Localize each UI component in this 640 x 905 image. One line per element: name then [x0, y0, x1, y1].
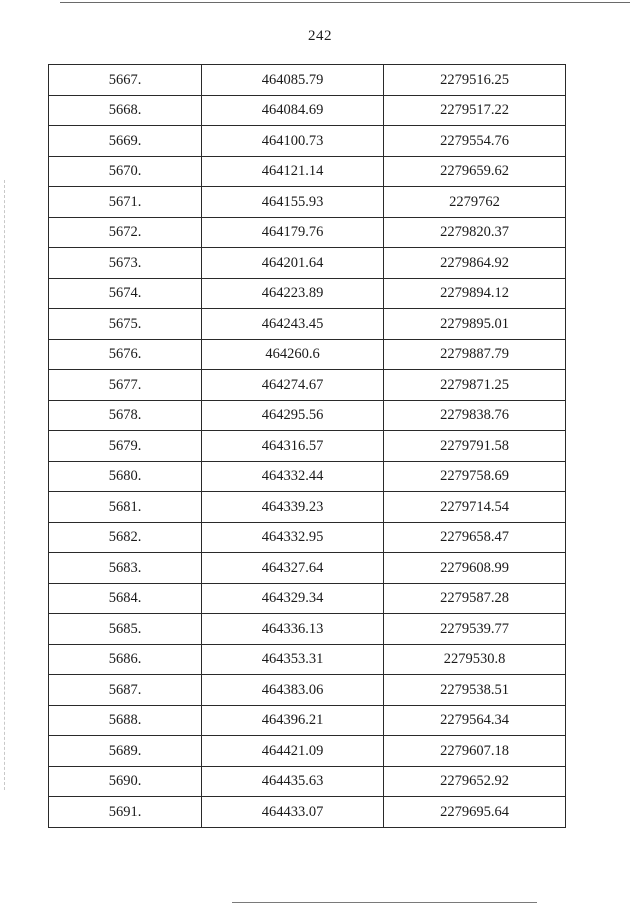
coordinates-table — [48, 64, 566, 828]
x-coordinate-cell: 464383.06 — [202, 675, 384, 706]
x-coordinate-cell: 464179.76 — [202, 217, 384, 248]
y-coordinate-cell: 2279791.58 — [384, 431, 566, 462]
point-number-cell: 5678. — [49, 400, 202, 431]
table-row — [49, 431, 566, 462]
x-coordinate-cell: 464329.34 — [202, 583, 384, 614]
y-coordinate-cell: 2279887.79 — [384, 339, 566, 370]
table-row — [49, 461, 566, 492]
table-row — [49, 187, 566, 218]
table-row — [49, 736, 566, 767]
table-row — [49, 583, 566, 614]
x-coordinate-cell: 464084.69 — [202, 95, 384, 126]
y-coordinate-cell: 2279608.99 — [384, 553, 566, 584]
y-coordinate-cell: 2279758.69 — [384, 461, 566, 492]
x-coordinate-cell: 464223.89 — [202, 278, 384, 309]
table-row — [49, 278, 566, 309]
point-number-cell: 5684. — [49, 583, 202, 614]
y-coordinate-cell: 2279864.92 — [384, 248, 566, 279]
point-number-cell: 5680. — [49, 461, 202, 492]
x-coordinate-cell: 464316.57 — [202, 431, 384, 462]
table-row — [49, 370, 566, 401]
x-coordinate-cell: 464155.93 — [202, 187, 384, 218]
table-row — [49, 217, 566, 248]
bottom-rule — [232, 902, 537, 903]
point-number-cell: 5686. — [49, 644, 202, 675]
page-number: 242 — [308, 28, 332, 44]
x-coordinate-cell: 464353.31 — [202, 644, 384, 675]
x-coordinate-cell: 464085.79 — [202, 65, 384, 96]
point-number-cell: 5682. — [49, 522, 202, 553]
y-coordinate-cell: 2279554.76 — [384, 126, 566, 157]
point-number-cell: 5674. — [49, 278, 202, 309]
y-coordinate-cell: 2279871.25 — [384, 370, 566, 401]
table-row — [49, 339, 566, 370]
point-number-cell: 5689. — [49, 736, 202, 767]
point-number-cell: 5667. — [49, 65, 202, 96]
table-row — [49, 95, 566, 126]
y-coordinate-cell: 2279530.8 — [384, 644, 566, 675]
y-coordinate-cell: 2279607.18 — [384, 736, 566, 767]
x-coordinate-cell: 464201.64 — [202, 248, 384, 279]
table-row — [49, 126, 566, 157]
point-number-cell: 5679. — [49, 431, 202, 462]
point-number-cell: 5671. — [49, 187, 202, 218]
y-coordinate-cell: 2279564.34 — [384, 705, 566, 736]
y-coordinate-cell: 2279695.64 — [384, 797, 566, 828]
table-row — [49, 766, 566, 797]
x-coordinate-cell: 464332.95 — [202, 522, 384, 553]
x-coordinate-cell: 464121.14 — [202, 156, 384, 187]
table-row — [49, 644, 566, 675]
y-coordinate-cell: 2279652.92 — [384, 766, 566, 797]
y-coordinate-cell: 2279659.62 — [384, 156, 566, 187]
x-coordinate-cell: 464260.6 — [202, 339, 384, 370]
y-coordinate-cell: 2279895.01 — [384, 309, 566, 340]
y-coordinate-cell: 2279894.12 — [384, 278, 566, 309]
table-row — [49, 705, 566, 736]
x-coordinate-cell: 464339.23 — [202, 492, 384, 523]
top-rule — [60, 2, 630, 3]
x-coordinate-cell: 464100.73 — [202, 126, 384, 157]
x-coordinate-cell: 464435.63 — [202, 766, 384, 797]
table-row — [49, 400, 566, 431]
y-coordinate-cell: 2279762 — [384, 187, 566, 218]
table-row — [49, 156, 566, 187]
y-coordinate-cell: 2279838.76 — [384, 400, 566, 431]
y-coordinate-cell: 2279587.28 — [384, 583, 566, 614]
y-coordinate-cell: 2279539.77 — [384, 614, 566, 645]
point-number-cell: 5691. — [49, 797, 202, 828]
point-number-cell: 5690. — [49, 766, 202, 797]
coordinates-table-body — [49, 65, 566, 828]
x-coordinate-cell: 464433.07 — [202, 797, 384, 828]
point-number-cell: 5681. — [49, 492, 202, 523]
y-coordinate-cell: 2279517.22 — [384, 95, 566, 126]
x-coordinate-cell: 464336.13 — [202, 614, 384, 645]
x-coordinate-cell: 464421.09 — [202, 736, 384, 767]
y-coordinate-cell: 2279516.25 — [384, 65, 566, 96]
y-coordinate-cell: 2279658.47 — [384, 522, 566, 553]
point-number-cell: 5672. — [49, 217, 202, 248]
point-number-cell: 5688. — [49, 705, 202, 736]
point-number-cell: 5675. — [49, 309, 202, 340]
point-number-cell: 5677. — [49, 370, 202, 401]
x-coordinate-cell: 464243.45 — [202, 309, 384, 340]
point-number-cell: 5670. — [49, 156, 202, 187]
point-number-cell: 5685. — [49, 614, 202, 645]
y-coordinate-cell: 2279538.51 — [384, 675, 566, 706]
table-row — [49, 797, 566, 828]
point-number-cell: 5676. — [49, 339, 202, 370]
scan-edge — [4, 180, 6, 790]
point-number-cell: 5673. — [49, 248, 202, 279]
x-coordinate-cell: 464295.56 — [202, 400, 384, 431]
point-number-cell: 5668. — [49, 95, 202, 126]
table-row — [49, 675, 566, 706]
point-number-cell: 5683. — [49, 553, 202, 584]
table-row — [49, 492, 566, 523]
table-row — [49, 65, 566, 96]
x-coordinate-cell: 464327.64 — [202, 553, 384, 584]
table-row — [49, 553, 566, 584]
point-number-cell: 5687. — [49, 675, 202, 706]
y-coordinate-cell: 2279714.54 — [384, 492, 566, 523]
x-coordinate-cell: 464396.21 — [202, 705, 384, 736]
point-number-cell: 5669. — [49, 126, 202, 157]
table-row — [49, 614, 566, 645]
table-row — [49, 522, 566, 553]
y-coordinate-cell: 2279820.37 — [384, 217, 566, 248]
table-row — [49, 309, 566, 340]
table-row — [49, 248, 566, 279]
x-coordinate-cell: 464274.67 — [202, 370, 384, 401]
x-coordinate-cell: 464332.44 — [202, 461, 384, 492]
